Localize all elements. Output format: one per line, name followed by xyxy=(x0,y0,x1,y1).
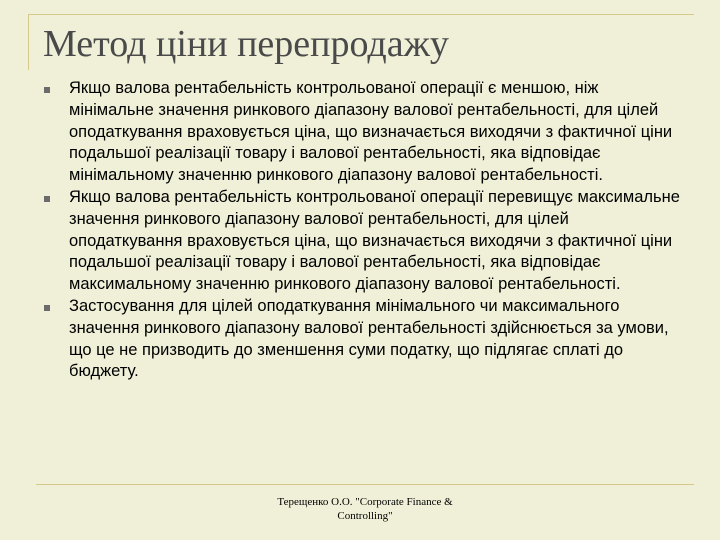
bullet-item xyxy=(44,296,684,383)
square-bullet-icon xyxy=(44,305,50,311)
square-bullet-icon xyxy=(44,196,50,202)
bullet-item xyxy=(44,78,684,187)
bullet-text: Якщо валова рентабельність контрольованої операції перевищує максимальне значення ринкового діапазону валової рентабельності, для цілей оподаткування враховується ціна, що визначається виходячи з фактичної ціни подальшої реалізації товару і валової рентабельності, яка відповідає максимальному значенню ринкового діапазону валової рентабельності. xyxy=(69,187,680,294)
footer-line-course: Controlling" xyxy=(337,510,393,522)
bullet-text: Якщо валова рентабельність контрольованої операції є меншою, ніж мінімальне значення ринкового діапазону валової рентабельності, для цілей оподаткування враховується ціна, що визначається виходячи з фактичної ціни подальшої реалізації товару і валової рентабельності, яка відповідає мінімальному значенню ринкового діапазону валової рентабельності. xyxy=(69,79,673,185)
footer-line-author: Терещенко О.О. "Corporate Finance & xyxy=(277,496,453,508)
title-frame-top-rule xyxy=(28,14,694,15)
square-bullet-icon xyxy=(44,87,50,93)
slide-title: Метод ціни перепродажу xyxy=(43,23,449,65)
bullet-list xyxy=(44,78,684,383)
footer-credit xyxy=(250,495,480,523)
title-frame-left-rule xyxy=(28,14,29,70)
footer-rule xyxy=(36,484,694,485)
bullet-text: Застосування для цілей оподаткування мінімального чи максимального значення ринкового діапазону валової рентабельності здійснюється за умови, що це не призводить до зменшення суми податку, що підлягає сплаті до бюджету. xyxy=(69,296,669,381)
bullet-item xyxy=(44,187,684,296)
